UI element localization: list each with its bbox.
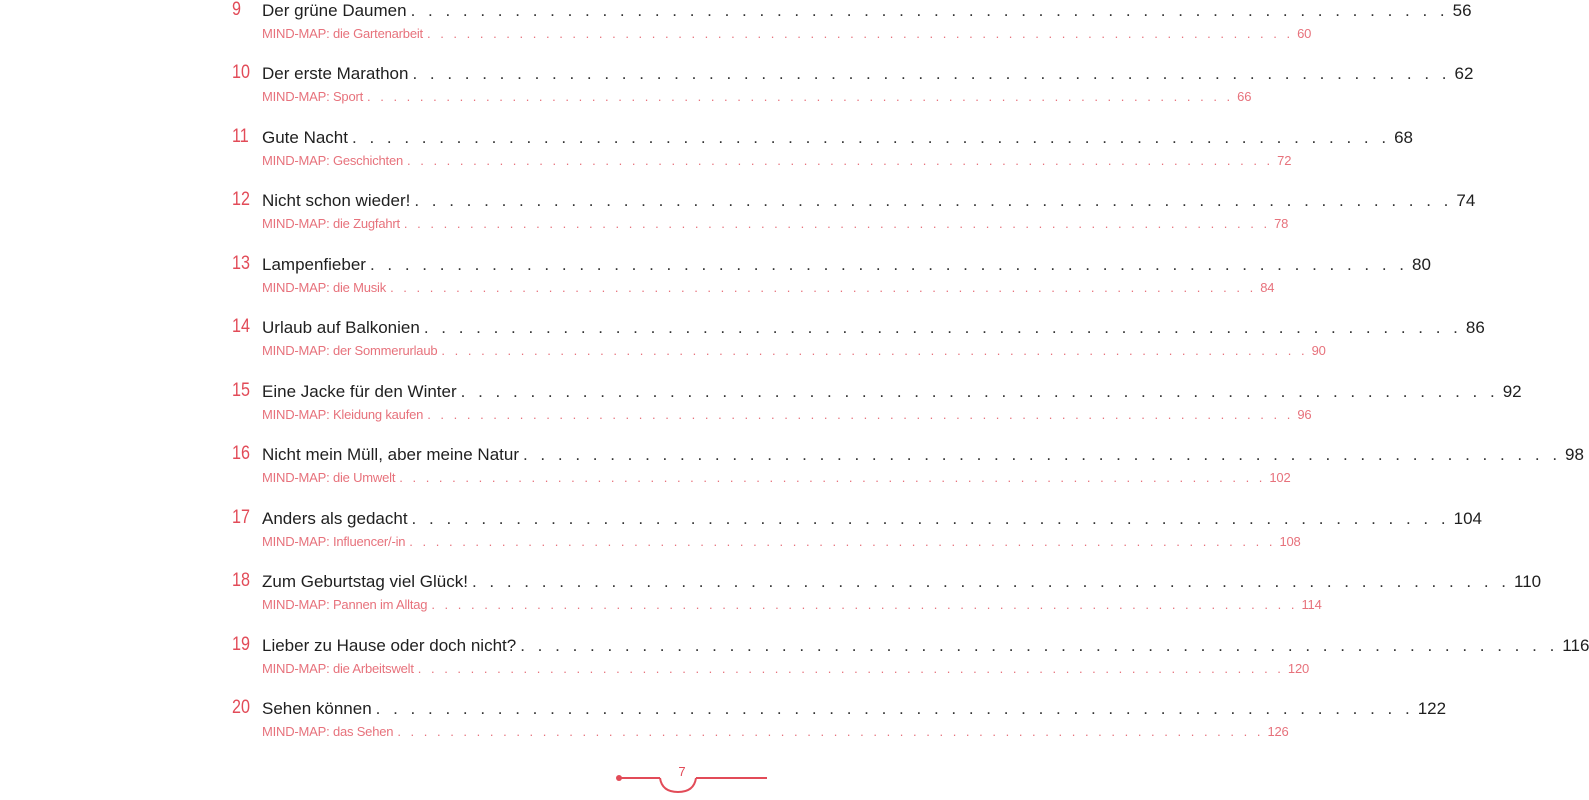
chapter-number: 10 [232,62,250,83]
leader-dots: . . . . . . . . . . . . . . . . . . . . . . . . . . . . . . . . . . . . . . . . . . . . . . . . . . . . . . . . . . . . . . . . . . [390,280,1257,295]
mindmap-page: 84 [1260,280,1275,295]
chapter-page: 116 [1562,636,1589,655]
leader-dots: . . . . . . . . . . . . . . . . . . . . . . . . . . . . . . . . . . . . . . . . . . . . . . . . . . . . . . . . . . . . [520,636,1559,655]
chapter-title: Anders als gedacht [262,509,408,528]
chapter-page: 98 [1565,445,1584,464]
mindmap-page: 108 [1279,534,1301,549]
chapter-line[interactable] [262,318,1485,340]
mindmap-title: MIND-MAP: die Gartenarbeit [262,26,423,41]
mindmap-title: MIND-MAP: die Arbeitswelt [262,661,414,676]
mindmap-page: 114 [1301,597,1322,612]
chapter-number: 9 [232,0,241,20]
leader-dots: . . . . . . . . . . . . . . . . . . . . . . . . . . . . . . . . . . . . . . . . . . . . . . . . . . . . . . . . . . . . . . . . . . [427,407,1294,422]
chapter-page: 92 [1502,382,1522,401]
mindmap-title: MIND-MAP: die Musik [262,280,387,295]
chapter-line[interactable] [262,1,1472,23]
mindmap-page: 66 [1237,89,1252,104]
mindmap-title: MIND-MAP: Pannen im Alltag [262,597,428,612]
chapter-page: 110 [1514,572,1542,591]
chapter-title: Nicht mein Müll, aber meine Natur [262,445,519,464]
chapter-number: 13 [232,253,250,274]
chapter-number: 11 [232,126,249,147]
chapter-line[interactable] [262,191,1476,213]
chapter-line[interactable] [262,572,1542,594]
mindmap-page: 126 [1267,724,1289,739]
chapter-line[interactable] [262,64,1474,86]
leader-dots: . . . . . . . . . . . . . . . . . . . . . . . . . . . . . . . . . . . . . . . . . . . . . . . . . . . . . . . . . . . . . . . . . . [441,343,1308,358]
chapter-line[interactable] [262,699,1447,721]
leader-dots: . . . . . . . . . . . . . . . . . . . . . . . . . . . . . . . . . . . . . . . . . . . . . . . . . . . . . . . . . . . . [410,1,1449,20]
leader-dots: . . . . . . . . . . . . . . . . . . . . . . . . . . . . . . . . . . . . . . . . . . . . . . . . . . . . . . . . . . . . . . . . . . [409,534,1276,549]
chapter-number: 14 [232,316,250,337]
mindmap-title: MIND-MAP: die Zugfahrt [262,216,400,231]
leader-dots: . . . . . . . . . . . . . . . . . . . . . . . . . . . . . . . . . . . . . . . . . . . . . . . . . . . . . . . . . . . . . . . . . . [367,89,1234,104]
chapter-number: 18 [232,570,250,591]
chapter-line[interactable] [262,128,1413,150]
leader-dots: . . . . . . . . . . . . . . . . . . . . . . . . . . . . . . . . . . . . . . . . . . . . . . . . . . . . . . . . . . . . [411,509,1450,528]
chapter-line[interactable] [262,445,1584,467]
mindmap-page: 60 [1297,26,1312,41]
chapter-title: Sehen können [262,699,372,718]
leader-dots: . . . . . . . . . . . . . . . . . . . . . . . . . . . . . . . . . . . . . . . . . . . . . . . . . . . . . . . . . . . . [369,255,1409,274]
chapter-title: Zum Geburtstag viel Glück! [262,572,468,591]
mindmap-line[interactable] [262,597,1322,615]
leader-dots: . . . . . . . . . . . . . . . . . . . . . . . . . . . . . . . . . . . . . . . . . . . . . . . . . . . . . . . . . . . . [460,382,1499,401]
mindmap-line[interactable] [262,153,1292,171]
leader-dots: . . . . . . . . . . . . . . . . . . . . . . . . . . . . . . . . . . . . . . . . . . . . . . . . . . . . . . . . . . . . [522,445,1562,464]
mindmap-title: MIND-MAP: Kleidung kaufen [262,407,424,422]
leader-dots: . . . . . . . . . . . . . . . . . . . . . . . . . . . . . . . . . . . . . . . . . . . . . . . . . . . . . . . . . . . . . . . . . . [431,597,1298,612]
leader-dots: . . . . . . . . . . . . . . . . . . . . . . . . . . . . . . . . . . . . . . . . . . . . . . . . . . . . . . . . . . . . . . . . . . [417,661,1284,676]
chapter-page: 56 [1452,1,1472,20]
chapter-title: Lieber zu Hause oder doch nicht? [262,636,517,655]
mindmap-page: 120 [1287,661,1310,676]
chapter-number: 19 [232,634,250,655]
chapter-line[interactable] [262,382,1522,404]
chapter-page: 74 [1456,191,1476,210]
page-number: 7 [678,764,686,779]
leader-dots: . . . . . . . . . . . . . . . . . . . . . . . . . . . . . . . . . . . . . . . . . . . . . . . . . . . . . . . . . . . . [414,191,1453,210]
mindmap-line[interactable] [262,280,1275,298]
mindmap-page: 72 [1277,153,1292,168]
chapter-number: 16 [232,443,250,464]
mindmap-title: MIND-MAP: der Sommerurlaub [262,343,438,358]
chapter-title: Der erste Marathon [262,64,409,83]
chapter-line[interactable] [262,636,1589,658]
mindmap-line[interactable] [262,407,1312,425]
mindmap-line[interactable] [262,89,1252,107]
mindmap-page: 78 [1274,216,1289,231]
mindmap-title: MIND-MAP: das Sehen [262,724,394,739]
chapter-title: Gute Nacht [262,128,348,147]
mindmap-title: MIND-MAP: die Umwelt [262,470,396,485]
chapter-title: Urlaub auf Balkonien [262,318,420,337]
leader-dots: . . . . . . . . . . . . . . . . . . . . . . . . . . . . . . . . . . . . . . . . . . . . . . . . . . . . . . . . . . . . [375,699,1414,718]
leader-dots: . . . . . . . . . . . . . . . . . . . . . . . . . . . . . . . . . . . . . . . . . . . . . . . . . . . . . . . . . . . . . . . . . . [403,216,1271,231]
chapter-line[interactable] [262,255,1431,277]
mindmap-line[interactable] [262,216,1289,234]
mindmap-title: MIND-MAP: Influencer/-in [262,534,406,549]
mindmap-line[interactable] [262,470,1291,488]
footer-dot [616,775,622,781]
mindmap-title: MIND-MAP: Sport [262,89,364,104]
chapter-number: 15 [232,380,250,401]
chapter-title: Lampenfieber [262,255,366,274]
mindmap-line[interactable] [262,661,1310,679]
chapter-number: 12 [232,189,250,210]
mindmap-line[interactable] [262,26,1312,44]
leader-dots: . . . . . . . . . . . . . . . . . . . . . . . . . . . . . . . . . . . . . . . . . . . . . . . . . . . . . . . . . . . . [412,64,1451,83]
chapter-number: 20 [232,697,250,718]
chapter-title: Nicht schon wieder! [262,191,411,210]
mindmap-line[interactable] [262,343,1326,361]
leader-dots: . . . . . . . . . . . . . . . . . . . . . . . . . . . . . . . . . . . . . . . . . . . . . . . . . . . . . . . . . . . . [423,318,1462,337]
leader-dots: . . . . . . . . . . . . . . . . . . . . . . . . . . . . . . . . . . . . . . . . . . . . . . . . . . . . . . . . . . . . . . . . . . [407,153,1274,168]
footer-curve [660,778,696,792]
mindmap-line[interactable] [262,724,1289,742]
mindmap-page: 96 [1297,407,1312,422]
chapter-page: 80 [1412,255,1431,274]
chapter-number: 17 [232,507,250,528]
chapter-page: 104 [1453,509,1482,528]
chapter-line[interactable] [262,509,1482,531]
leader-dots: . . . . . . . . . . . . . . . . . . . . . . . . . . . . . . . . . . . . . . . . . . . . . . . . . . . . . . . . . . . . [471,572,1511,591]
chapter-page: 122 [1417,699,1447,718]
mindmap-page: 90 [1311,343,1326,358]
mindmap-page: 102 [1269,470,1291,485]
chapter-page: 62 [1454,64,1474,83]
leader-dots: . . . . . . . . . . . . . . . . . . . . . . . . . . . . . . . . . . . . . . . . . . . . . . . . . . . . . . . . . . . . [352,128,1391,147]
chapter-page: 68 [1394,128,1413,147]
leader-dots: . . . . . . . . . . . . . . . . . . . . . . . . . . . . . . . . . . . . . . . . . . . . . . . . . . . . . . . . . . . . . . . . . . [426,26,1294,41]
leader-dots: . . . . . . . . . . . . . . . . . . . . . . . . . . . . . . . . . . . . . . . . . . . . . . . . . . . . . . . . . . . . . . . . . . [399,470,1266,485]
chapter-page: 86 [1465,318,1485,337]
mindmap-title: MIND-MAP: Geschichten [262,153,404,168]
chapter-title: Der grüne Daumen [262,1,407,20]
mindmap-line[interactable] [262,534,1301,552]
leader-dots: . . . . . . . . . . . . . . . . . . . . . . . . . . . . . . . . . . . . . . . . . . . . . . . . . . . . . . . . . . . . . . . . . . [397,724,1264,739]
chapter-title: Eine Jacke für den Winter [262,382,457,401]
